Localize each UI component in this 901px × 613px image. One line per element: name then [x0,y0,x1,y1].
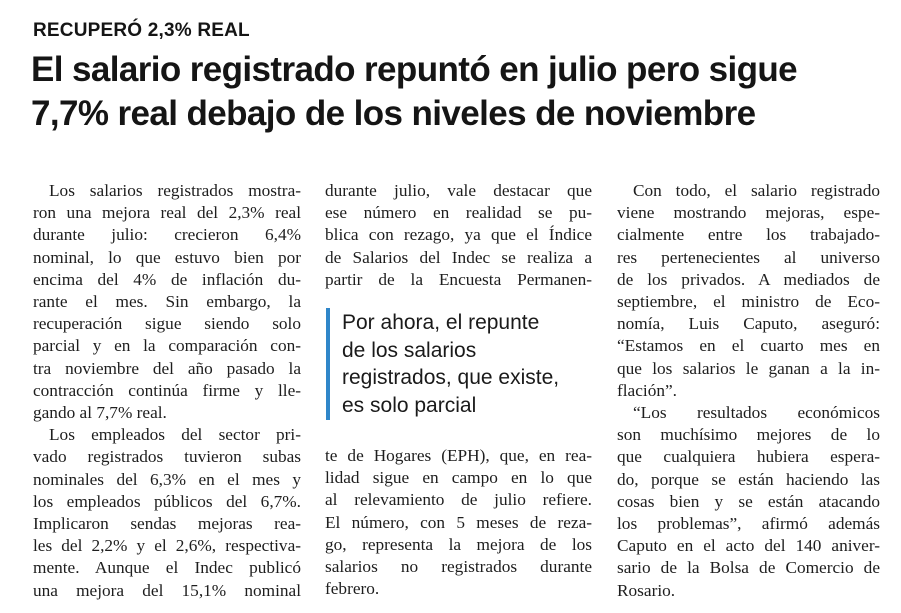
pull-quote-text [342,309,559,419]
headline [31,48,891,136]
text-line: sario de la Bolsa de Comercio de [617,558,880,578]
text-line: res pertenecientes al universo [617,247,880,267]
pull-quote-line: es solo parcial [342,393,477,417]
text-line: flación”. [617,380,677,400]
text-line: lidad sigue en campo en lo que [325,468,592,488]
pull-quote-line: Por ahora, el repunte [342,311,540,334]
text-line: contracción continúa firme y lle- [33,380,301,400]
pull-quote-line: registrados, que existe, [342,366,560,389]
text-line: blica con rezago, ya que el Índice [325,225,592,245]
text-line: cosas bien y se están atacando [617,491,880,511]
text-line: de Salarios del Indec se realiza a [325,247,592,267]
text-line: cialmente entre los trabajado- [617,225,880,245]
text-line: “Estamos en el cuarto mes en [617,336,880,356]
text-line: Rosario. [617,580,676,600]
text-line: los problemas”, afirmó además [617,514,880,534]
text-line: “Los resultados económicos [633,403,880,423]
text-line: los empleados públicos del 6,7%. [33,491,301,511]
text-line: son muchísimo mejores de lo [617,425,880,445]
text-line: mente. Aunque el Indec publicó [33,558,301,578]
text-line: te de Hogares (EPH), que, en rea- [325,446,592,465]
text-line: Los empleados del sector pri- [49,425,301,445]
text-line: vado registrados tuvieron subas [33,447,301,467]
text-line: salarios no registrados durante [325,557,592,577]
text-line: go, representa la mejora de los [325,534,592,554]
text-line: durante julio, vale destacar que [325,181,592,200]
text-line: partir de la Encuesta Permanen- [325,269,592,289]
text-line: nominal, lo que estuvo bien por [33,247,301,267]
text-line: septiembre, el ministro de Eco- [617,292,880,312]
text-line: les del 2,2% y el 2,6%, respectiva- [33,536,301,556]
text-line: ron una mejora real del 2,3% real [33,203,301,223]
text-line: al relevamiento de julio refiere. [325,490,592,510]
article-column-1 [33,180,301,602]
pull-quote [326,308,592,420]
kicker: RECUPERÓ 2,3% REAL [33,20,250,41]
article-column-2-bottom [325,445,592,600]
text-line: febrero. [325,579,380,599]
text-line: Con todo, el salario registrado [633,181,880,200]
text-line: de los privados. A mediados de [617,269,880,289]
text-line: Implicaron sendas mejoras rea- [33,514,301,534]
text-line: durante julio: crecieron 6,4% [33,225,301,245]
text-line: nominales del 6,3% en el mes y [33,469,301,489]
text-line: rante el mes. Sin embargo, la [33,292,301,312]
pull-quote-line: de los salarios [342,338,477,362]
article-column-3 [617,180,880,602]
text-line: ese número en realidad se pu- [325,203,592,223]
text-line: una mejora del 15,1% nominal [33,580,301,600]
text-line: que cualquiera hubiera espera- [617,447,880,467]
text-line: Los salarios registrados mostra- [49,181,301,200]
text-line: do, porque se están haciendo las [617,469,880,489]
text-line: recuperación sigue siendo solo [33,314,301,334]
text-line: que los salarios le ganan a la in- [617,358,880,378]
text-line: viene mostrando mejoras, espe- [617,203,880,223]
headline-line: 7,7% real debajo de los niveles de noviembre [31,94,756,133]
text-line: nomía, Luis Caputo, aseguró: [617,314,880,334]
text-line: gando al 7,7% real. [33,403,167,423]
text-line: tra noviembre del año pasado la [33,358,301,378]
text-line: encima del 4% de inflación du- [33,269,301,289]
article-column-2-top [325,180,592,291]
headline-line: El salario registrado repuntó en julio pero sigue [31,50,798,89]
text-line: El número, con 5 meses de reza- [325,512,592,532]
text-line: Caputo en el acto del 140 aniver- [617,536,880,556]
text-line: parcial y en la comparación con- [33,336,301,356]
